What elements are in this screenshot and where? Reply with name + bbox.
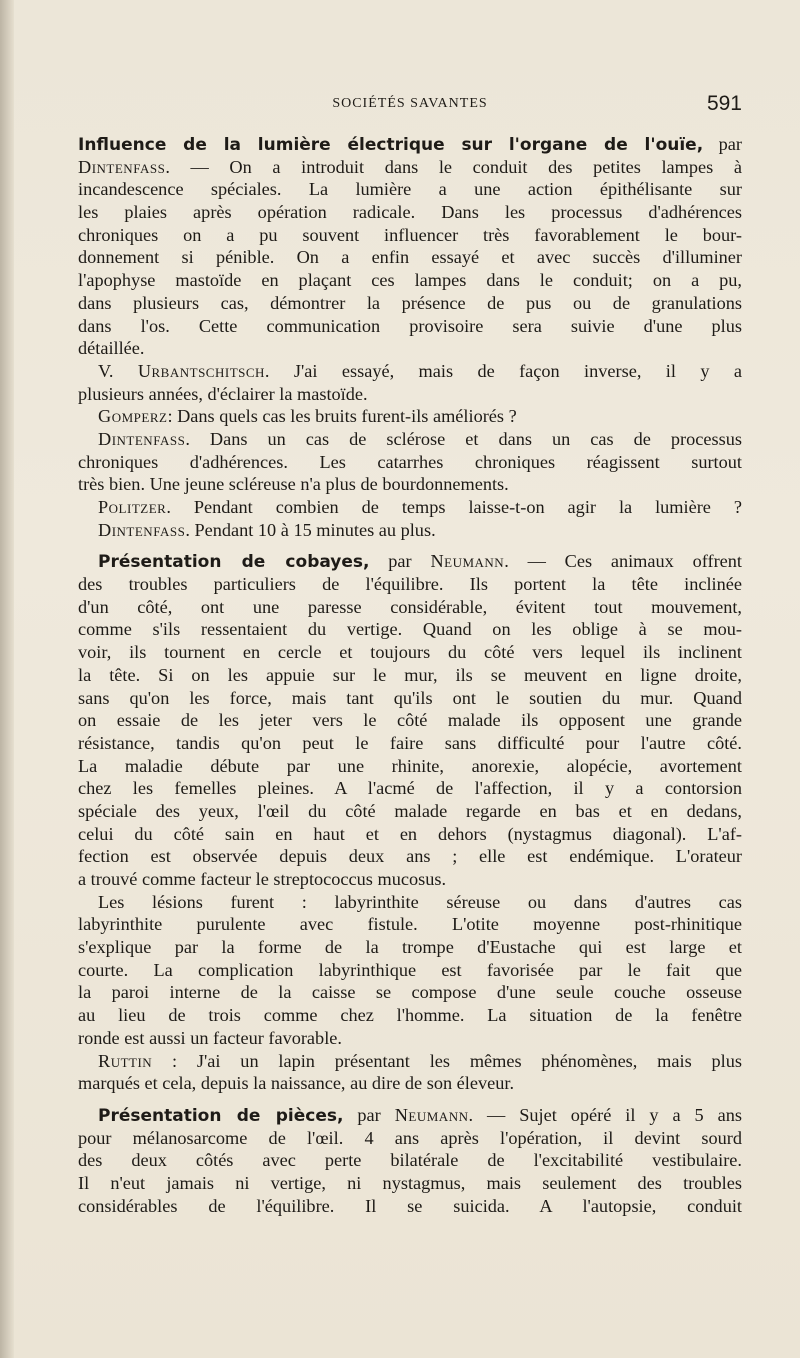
section-heading: Présentation de pièces, bbox=[98, 1105, 344, 1126]
text-line bbox=[78, 224, 742, 247]
section-gap bbox=[78, 541, 742, 550]
author-name: Dintenfass bbox=[78, 156, 166, 177]
text-run: les plaies après opération radicale. Dans les processus d'adhérences bbox=[78, 202, 742, 223]
text-run: celui du côté sain en haut et en dehors (nystagmus diagonal). L'af- bbox=[78, 823, 742, 844]
page-edge-shadow bbox=[0, 0, 14, 1358]
text-line bbox=[78, 1172, 742, 1195]
section-heading: Influence de la lumière électrique sur l'organe de l'ouïe, bbox=[78, 135, 704, 155]
text-line bbox=[78, 573, 742, 596]
section-heading: Présentation de cobayes, bbox=[98, 552, 370, 573]
text-line bbox=[78, 405, 742, 428]
text-line bbox=[78, 1050, 742, 1073]
text-line bbox=[78, 201, 742, 224]
text-run: . — Sujet opéré il y a 5 ans bbox=[468, 1104, 742, 1125]
text-run: chroniques on a pu souvent influencer très favorablement le bour- bbox=[78, 224, 742, 245]
author-name: Politzer bbox=[98, 497, 167, 517]
text-run: comme s'ils ressentaient du vertige. Quand on les oblige à se mou- bbox=[78, 619, 742, 640]
text-line bbox=[78, 269, 742, 292]
text-run: par bbox=[343, 1104, 395, 1125]
text-run: chez les femelles pleines. A l'acmé de l'affection, il y a contorsion bbox=[78, 778, 742, 799]
text-run: on essaie de les jeter vers le côté malade ils opposent une grande bbox=[78, 710, 742, 731]
text-run: la tête. Si on les appuie sur le mur, ils se meuvent en ligne droite, bbox=[78, 664, 742, 685]
text-line bbox=[78, 1004, 742, 1027]
text-run: . J'ai essayé, mais de façon inverse, il y a bbox=[264, 360, 742, 381]
text-line bbox=[78, 777, 742, 800]
text-run: des troubles particuliers de l'équilibre. Ils portent la tête inclinée bbox=[78, 574, 742, 595]
text-run: labyrinthite purulente avec fistule. L'otite moyenne post-rhinitique bbox=[78, 914, 742, 935]
text-line bbox=[78, 451, 742, 474]
text-run: considérables de l'équilibre. Il se suicida. A l'autopsie, conduit bbox=[78, 1195, 742, 1216]
text-run: dans l'os. Cette communication provisoire sera suivie d'une plus bbox=[78, 315, 742, 336]
text-run: s'explique par la forme de la trompe d'Eustache qui est large et bbox=[78, 937, 742, 958]
text-line bbox=[78, 618, 742, 641]
text-run: ronde est aussi un facteur favorable. bbox=[78, 1027, 342, 1048]
text-line bbox=[78, 246, 742, 269]
text-run: plusieurs années, d'éclairer la mastoïde. bbox=[78, 383, 368, 404]
text-line bbox=[78, 800, 742, 823]
text-run: Il n'eut jamais ni vertige, ni nystagmus, mais seulement des troubles bbox=[78, 1172, 742, 1193]
text-run: voir, ils tournent en cercle et toujours du côté vers lequel ils inclinent bbox=[78, 642, 742, 663]
text-run: La maladie débute par une rhinite, anorexie, alopécie, avortement bbox=[78, 755, 742, 776]
text-line bbox=[78, 315, 742, 338]
text-line bbox=[78, 732, 742, 755]
text-line bbox=[78, 1149, 742, 1172]
text-run: donnement si pénible. On a enfin essayé et avec succès d'illuminer bbox=[78, 247, 742, 268]
text-run: spéciale des yeux, l'œil du côté malade regarde en bas et en dedans, bbox=[78, 800, 742, 821]
page-number: 591 bbox=[706, 92, 742, 115]
text-run: très bien. Une jeune scléreuse n'a plus de bourdonnements. bbox=[78, 474, 509, 495]
text-line bbox=[78, 360, 742, 383]
text-line bbox=[78, 709, 742, 732]
text-line bbox=[78, 1072, 742, 1095]
text-run: l'apophyse mastoïde en plaçant ces lampes dans le conduit; on a pu, bbox=[78, 270, 742, 291]
text-line bbox=[78, 1195, 742, 1218]
text-line bbox=[78, 519, 742, 542]
text-line bbox=[78, 868, 742, 891]
text-line bbox=[78, 641, 742, 664]
text-run: . Pendant 10 à 15 minutes au plus. bbox=[185, 519, 436, 540]
text-run: la paroi interne de la caisse se compose d'une seule couche osseuse bbox=[78, 982, 742, 1003]
text-run: chroniques d'adhérences. Les catarrhes chroniques réagissent surtout bbox=[78, 451, 742, 472]
text-run: incandescence spéciales. La lumière a une action épithélisante sur bbox=[78, 179, 742, 200]
text-run: par bbox=[703, 134, 742, 154]
text-line bbox=[78, 845, 742, 868]
author-name: Dintenfass bbox=[98, 519, 186, 540]
text-run: fection est observée depuis deux ans ; elle est endémique. L'orateur bbox=[78, 846, 742, 867]
text-line bbox=[78, 959, 742, 982]
text-line bbox=[78, 1127, 742, 1150]
text-run: pour mélanosarcome de l'œil. 4 ans après l'opération, il devint sourd bbox=[78, 1127, 742, 1148]
text-run: sans qu'on les force, mais tant qu'ils ont le soutien du mur. Quand bbox=[78, 687, 742, 708]
running-head: SOCIÉTÉS SAVANTES bbox=[332, 96, 488, 111]
text-run: résistance, tandis qu'on peut le faire sans difficulté pour l'autre côté. bbox=[78, 732, 742, 753]
text-run: courte. La complication labyrinthique est favorisée par le fait que bbox=[78, 959, 742, 980]
author-name: Gomperz bbox=[98, 406, 168, 427]
page-header bbox=[78, 92, 742, 118]
text-run: V. bbox=[98, 360, 138, 381]
author-name: Urbantschitsch bbox=[137, 360, 265, 381]
text-run: a trouvé comme facteur le streptococcus mucosus. bbox=[78, 869, 447, 889]
text-line bbox=[78, 1104, 742, 1127]
text-run: : Dans quels cas les bruits furent-ils améliorés ? bbox=[167, 406, 517, 427]
text-run: détaillée. bbox=[78, 338, 145, 359]
author-name: Ruttin bbox=[98, 1050, 153, 1071]
text-line bbox=[78, 178, 742, 201]
text-line bbox=[78, 428, 742, 451]
text-line bbox=[78, 1027, 742, 1050]
text-run: . Pendant combien de temps laisse-t-on agir la lumière ? bbox=[166, 497, 742, 517]
text-line bbox=[78, 596, 742, 619]
text-run: Les lésions furent : labyrinthite séreuse ou dans d'autres cas bbox=[98, 891, 742, 912]
text-line bbox=[78, 337, 742, 360]
text-line bbox=[78, 473, 742, 496]
text-run: dans plusieurs cas, démontrer la présence de pus ou de granulations bbox=[78, 292, 742, 313]
text-line bbox=[78, 755, 742, 778]
text-line bbox=[78, 687, 742, 710]
text-run: d'un côté, ont une paresse considérable, évitent tout mouvement, bbox=[78, 596, 742, 617]
text-run: marqués et cela, depuis la naissance, au dire de son éleveur. bbox=[78, 1073, 515, 1094]
text-run: . — Ces animaux offrent bbox=[504, 551, 742, 572]
text-run: : J'ai un lapin présentant les mêmes phénomènes, mais plus bbox=[152, 1050, 742, 1071]
text-line bbox=[78, 156, 742, 179]
text-line bbox=[78, 981, 742, 1004]
text-line bbox=[78, 383, 742, 406]
section-gap bbox=[78, 1095, 742, 1104]
text-line bbox=[78, 496, 742, 519]
text-line bbox=[78, 823, 742, 846]
text-run: par bbox=[369, 551, 431, 572]
text-line bbox=[78, 913, 742, 936]
body-text bbox=[78, 133, 742, 1217]
text-line bbox=[78, 133, 742, 156]
text-line bbox=[78, 936, 742, 959]
text-line bbox=[78, 550, 742, 573]
author-name: Dintenfass bbox=[98, 428, 186, 449]
text-line bbox=[78, 664, 742, 687]
author-name: Neumann bbox=[430, 551, 505, 572]
text-line bbox=[78, 891, 742, 914]
author-name: Neumann bbox=[394, 1104, 469, 1125]
text-run: des deux côtés avec perte bilatérale de l'excitabilité vestibulaire. bbox=[78, 1150, 742, 1171]
text-run: au lieu de trois comme chez l'homme. La situation de la fenêtre bbox=[78, 1005, 742, 1026]
text-line bbox=[78, 292, 742, 315]
text-run: . Dans un cas de sclérose et dans un cas de processus bbox=[185, 428, 742, 449]
text-run: . — On a introduit dans le conduit des petites lampes à bbox=[165, 156, 742, 177]
